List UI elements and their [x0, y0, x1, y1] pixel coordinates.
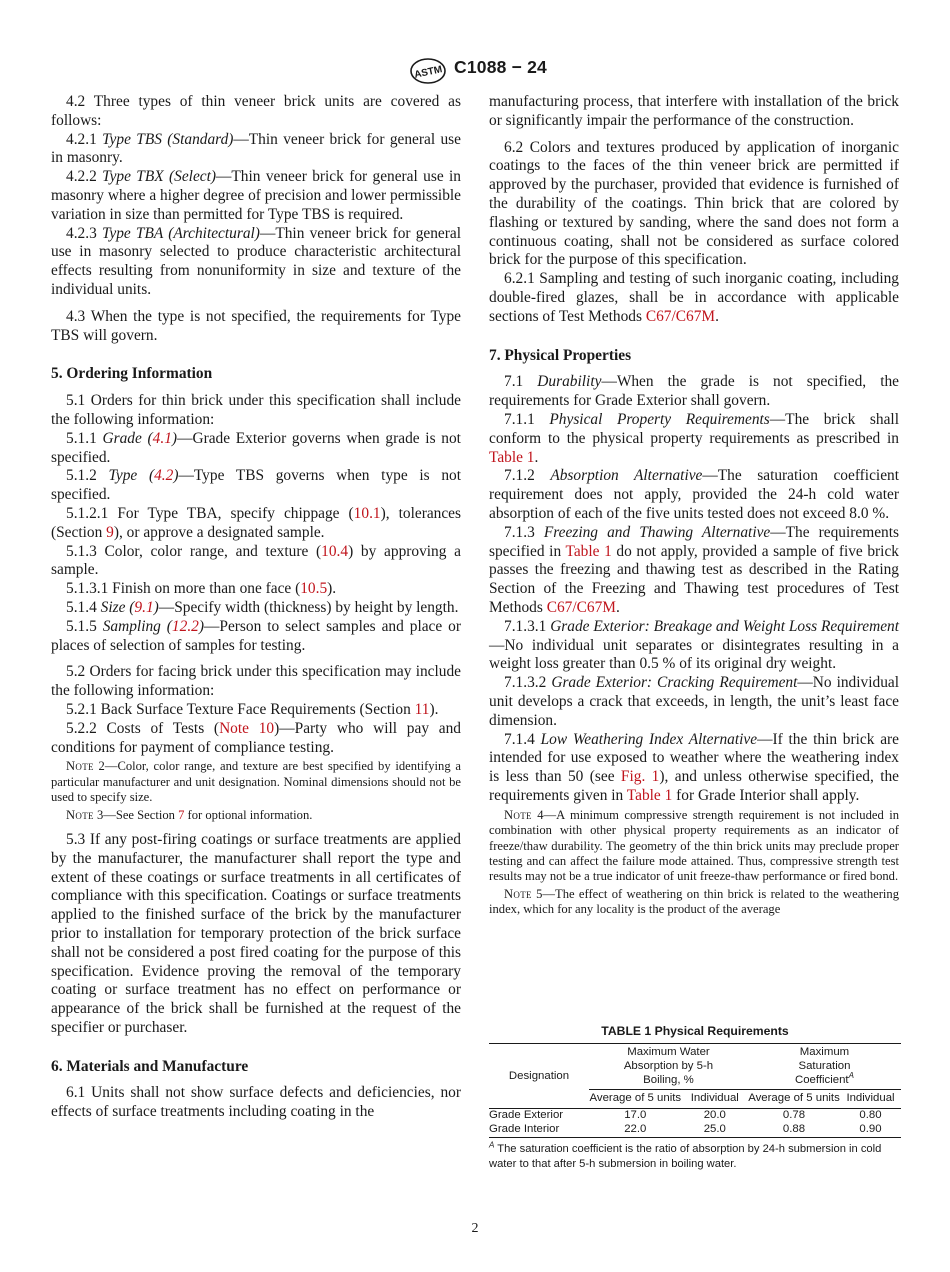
para-5-1-5: 5.1.5 Sampling (12.2)—Person to select samples and place or places of selection of samples for testing.: [51, 617, 461, 654]
para-4-2-2: 4.2.2 Type TBX (Select)—Thin veneer brick for general use in masonry where a higher degree of precision and lower permissible variation in size than permitted for Type TBS is required.: [51, 168, 461, 223]
ref-link[interactable]: 9: [106, 523, 114, 541]
para-7-1-1: 7.1.1 Physical Property Requirements—The brick shall conform to the physical property requirements as prescribed in Table 1.: [489, 410, 899, 466]
para-5-2: 5.2 Orders for facing brick under this specification may include the following information:: [51, 663, 461, 700]
para-5-1-3: 5.1.3 Color, color range, and texture (10.4) by approving a sample.: [51, 542, 461, 579]
para-4-2-1: 4.2.1 Type TBS (Standard)—Thin veneer brick for general use in masonry.: [51, 130, 461, 167]
physical-requirements-table: [489, 1043, 901, 1138]
para-7-1-2: 7.1.2 Absorption Alternative—The saturation coefficient requirement does not apply, provided the 24-h cold water absorption of each of the five units tested does not exceed 8.0 %.: [489, 467, 899, 522]
page-number: 2: [471, 1221, 479, 1236]
left-column: [51, 93, 461, 1122]
ref-link[interactable]: 4.2: [154, 467, 174, 485]
header-water-absorption: Maximum Water Absorption by 5-h Boiling, %: [589, 1044, 748, 1090]
para-5-3: 5.3 If any post-firing coatings or surface treatments are applied by the manufacturer, the manufacturer shall report the type and extent of these coatings or surface treatments in all certificates of compliance with this specification. Coatings or surface treatments applied to the finished surface of the brick by the manufacturer prior to installation for temporary protection of the brick surface shall not be considered a post fired coating for the purpose of this specification. Evidence proving the removal of the temporary coating or surface treatment has no effect on performance or appearance of the brick shall be furnished at the request of the specifier or purchaser.: [51, 830, 461, 1036]
header-saturation-coefficient: Maximum Saturation Coefficient$^A$: [748, 1044, 901, 1090]
para-5-1-2: 5.1.2 Type (4.2)—Type TBS governs when type is not specified.: [51, 467, 461, 504]
para-4-3: 4.3 When the type is not specified, the requirements for Type TBS will govern.: [51, 307, 461, 344]
header-average: Average of 5 units: [589, 1092, 682, 1105]
para-5-1: 5.1 Orders for thin brick under this specification shall include the following information:: [51, 392, 461, 428]
svg-text:ASTM: ASTM: [413, 64, 444, 81]
para-7-1-3-2: 7.1.3.2 Grade Exterior: Cracking Requirement—No individual unit develops a crack that exceeds, in length, the unit’s least face dimension.: [489, 674, 899, 729]
para-7-1: 7.1 Durability—When the grade is not specified, the requirements for Grade Exterior shall govern.: [489, 373, 899, 410]
section-6-heading: 6. Materials and Manufacture: [51, 1057, 249, 1075]
note-3: Note 3—See Section 7 for optional information.: [66, 807, 313, 822]
ref-link[interactable]: 10.1: [353, 504, 381, 522]
para-5-1-4: 5.1.4 Size (9.1)—Specify width (thickness) by height by length.: [66, 598, 459, 616]
section-7-heading: 7. Physical Properties: [489, 346, 632, 364]
para-7-1-3: 7.1.3 Freezing and Thawing Alternative—The requirements specified in Table 1 do not apply, provided a sample of five brick passes the freezing and thawing test as described in the Rating Section of the Freezing and Thawing test procedures of Test Methods C67/C67M.: [489, 523, 899, 616]
para-5-2-1: 5.2.1 Back Surface Texture Face Requirements (Section 11).: [66, 700, 439, 718]
section-5-heading: 5. Ordering Information: [51, 365, 213, 383]
ref-link[interactable]: 7: [178, 807, 185, 822]
astm-logo-icon: [408, 58, 448, 84]
table-row: Grade Interior 22.0 25.0 0.88 0.90: [489, 1123, 901, 1137]
page-header: [0, 56, 950, 86]
note-2: Note 2—Color, color range, and texture are best specified by identifying a particular manufacturer and unit designation. Nominal dimensions should not be used to specify size.: [51, 759, 461, 805]
note-5: Note 5—The effect of weathering on thin brick is related to the weathering index, which for any locality is the product of the average: [489, 886, 899, 917]
right-column: [489, 93, 899, 918]
ref-link[interactable]: Table 1: [565, 542, 612, 560]
ref-link[interactable]: 4.1: [152, 429, 172, 447]
ref-link[interactable]: C67/C67M: [645, 307, 716, 325]
ref-link[interactable]: 9.1: [134, 598, 154, 616]
para-5-2-2: 5.2.2 Costs of Tests (Note 10)—Party who will pay and conditions for payment of compliance testing.: [51, 719, 462, 756]
table-1: [489, 1024, 901, 1173]
header-average: Average of 5 units: [748, 1092, 840, 1105]
header-individual: Individual: [690, 1092, 739, 1105]
para-4-2: 4.2 Three types of thin veneer brick units are covered as follows:: [51, 93, 461, 129]
note-4: Note 4—A minimum compressive strength requirement is not included in combination with other physical property requirements as an indicator of freeze/thaw durability. The geometry of the thin brick units may preclude proper testing and can affect the failure mode attained. Thus, compressive strength test results may not be a true indicator of unit freeze-thaw performance or fired bond.: [489, 807, 899, 884]
ref-link[interactable]: Fig. 1: [620, 768, 660, 786]
ref-link[interactable]: 10.5: [300, 580, 328, 598]
ref-link[interactable]: 12.2: [171, 617, 199, 635]
para-4-2-3: 4.2.3 Type TBA (Architectural)—Thin veneer brick for general use in masonry selected to produce characteristic architectural effects resulting from nonuniformity in size and texture of the individual units.: [51, 224, 461, 298]
table-row: Grade Exterior 17.0 20.0 0.78 0.80: [489, 1109, 882, 1122]
para-5-1-2-1: 5.1.2.1 For Type TBA, specify chippage (10.1), tolerances (Section 9), or approve a designated sample.: [51, 504, 462, 541]
para-7-1-4: 7.1.4 Low Weathering Index Alternative—If the thin brick are intended for use exposed to weather where the weathering index is less than 50 (see Fig. 1), and unless otherwise specified, the requirements given in Table 1 for Grade Interior shall apply.: [489, 730, 899, 804]
ref-link[interactable]: Table 1: [626, 786, 673, 804]
ref-link[interactable]: 11: [414, 700, 430, 718]
header-designation: Designation: [508, 1070, 570, 1083]
ref-link[interactable]: Table 1: [489, 448, 535, 466]
ref-link[interactable]: 10.4: [321, 542, 349, 560]
para-6-2: 6.2 Colors and textures produced by application of inorganic coatings to the faces of the thin veneer brick are permitted if approved by the purchaser, provided that evidence is furnished of the durability of the coatings. Thin brick that are colored by flashing or textured by sanding, where the sand does not form a continuous coating, shall not be considered as surface colored brick for the purpose of this specification.: [489, 138, 899, 269]
para-5-1-1: 5.1.1 Grade (4.1)—Grade Exterior governs when grade is not specified.: [51, 429, 461, 466]
para-6-1-continued: manufacturing process, that interfere with installation of the brick or significantly impair the performance of the construction.: [489, 93, 899, 129]
para-6-2-1: 6.2.1 Sampling and testing of such inorganic coating, including double-fired glazes, shall be in accordance with applicable sections of Test Methods C67/C67M.: [489, 270, 899, 325]
header-individual: Individual: [846, 1092, 895, 1105]
ref-link[interactable]: C67/C67M: [546, 598, 616, 616]
para-5-1-3-1: 5.1.3.1 Finish on more than one face (10.5).: [66, 580, 337, 598]
ref-link[interactable]: Note 10: [219, 719, 275, 737]
para-7-1-3-1: 7.1.3.1 Grade Exterior: Breakage and Weight Loss Requirement—No individual unit separates or disintegrates resulting in a weight loss greater than 0.5 % of its original dry weight.: [489, 617, 900, 673]
document-designation: C1088 − 24: [454, 57, 547, 77]
table-caption: TABLE 1 Physical Requirements: [601, 1024, 789, 1038]
table-footnote: $^A$ The saturation coefficient is the ratio of absorption by 24-h submersion in cold water to that after 5-h submersion in boiling water.: [489, 1140, 882, 1171]
para-6-1: 6.1 Units shall not show surface defects and deficiencies, nor effects of surface treatments including coating in the: [51, 1084, 461, 1121]
